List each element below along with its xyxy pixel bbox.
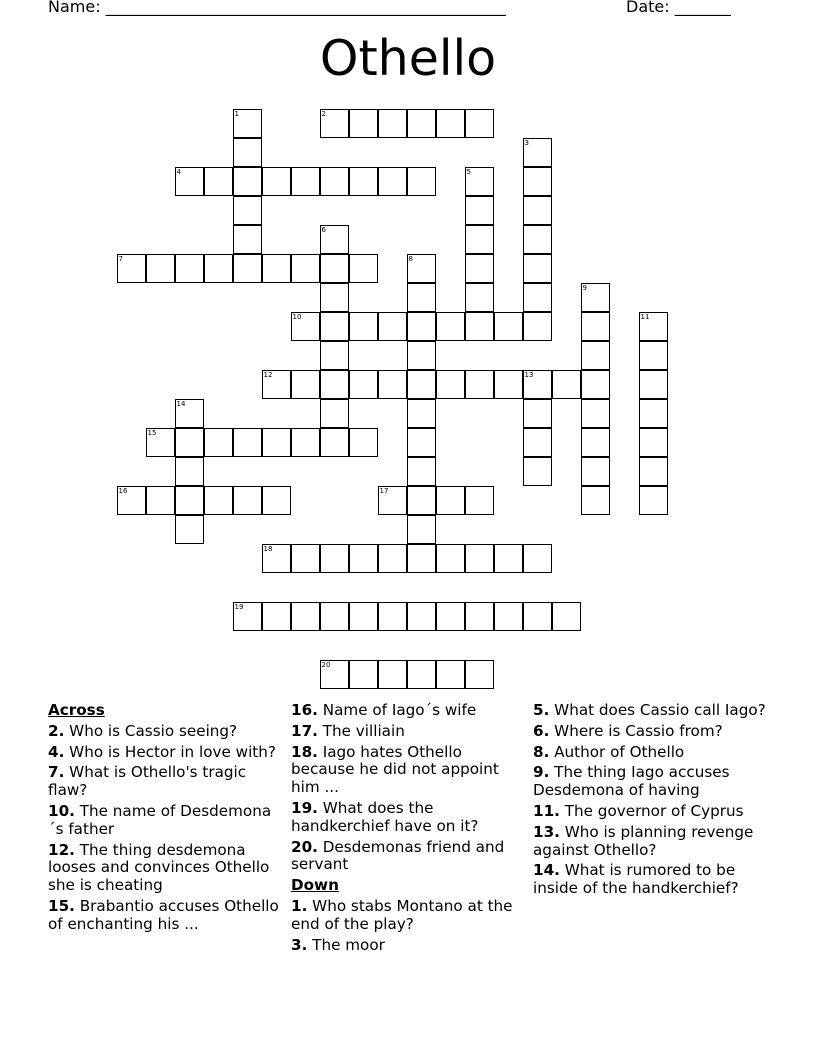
crossword-cell[interactable] [262, 602, 291, 631]
crossword-cell[interactable] [320, 428, 349, 457]
date-label: Date: [626, 0, 670, 16]
clue-item [291, 839, 521, 875]
crossword-cell[interactable] [146, 254, 175, 283]
crossword-cell[interactable] [349, 167, 378, 196]
clue-number-label: 9. [533, 763, 550, 782]
crossword-cell[interactable] [320, 544, 349, 573]
crossword-cell[interactable] [407, 515, 436, 544]
crossword-cell[interactable] [552, 370, 581, 399]
clue-list [291, 898, 521, 954]
crossword-cell[interactable] [233, 167, 262, 196]
crossword-cell[interactable] [494, 370, 523, 399]
clue-number: 16 [118, 487, 128, 495]
crossword-cell[interactable] [175, 399, 204, 428]
clues-column-2 [291, 702, 521, 957]
crossword-cell[interactable] [581, 312, 610, 341]
clue-number: 7 [118, 255, 123, 263]
clue-number-label: 18. [291, 742, 318, 761]
clue-number: 9 [582, 284, 587, 292]
crossword-cell[interactable] [494, 312, 523, 341]
crossword-cell[interactable] [378, 544, 407, 573]
crossword-cell[interactable] [523, 428, 552, 457]
crossword-cell[interactable] [146, 428, 175, 457]
crossword-cell[interactable] [581, 399, 610, 428]
clue-text: The moor [312, 935, 385, 954]
clue-text: What does Cassio call Iago? [554, 701, 766, 719]
clue-number-label: 2. [48, 721, 65, 740]
crossword-cell[interactable] [639, 399, 668, 428]
crossword-cell[interactable] [581, 428, 610, 457]
clue-item [533, 702, 773, 720]
clue-number: 4 [176, 168, 181, 176]
crossword-cell[interactable] [349, 544, 378, 573]
crossword-cell[interactable] [465, 225, 494, 254]
crossword-cell[interactable] [436, 486, 465, 515]
crossword-cell[interactable] [436, 544, 465, 573]
crossword-cell[interactable] [378, 312, 407, 341]
clues-column-3 [533, 702, 773, 901]
clue-text: Name of Iago´s wife [322, 701, 477, 719]
clue-list [48, 723, 284, 934]
clue-number-label: 7. [48, 763, 65, 782]
clue-number: 1 [234, 110, 239, 118]
clue-text: The thing Iago accuses Desdemona of having [533, 763, 730, 800]
name-label: Name: [48, 0, 101, 16]
crossword-cell[interactable] [436, 660, 465, 689]
crossword-cell[interactable] [233, 225, 262, 254]
clue-text: Where is Cassio from? [554, 721, 723, 740]
crossword-cell[interactable] [581, 370, 610, 399]
crossword-cell[interactable] [465, 196, 494, 225]
clue-item [291, 723, 521, 741]
crossword-cell[interactable] [117, 254, 146, 283]
crossword-cell[interactable] [523, 283, 552, 312]
crossword-cell[interactable] [407, 254, 436, 283]
clue-text: Who stabs Montano at the end of the play? [291, 896, 513, 933]
crossword-cell[interactable] [523, 254, 552, 283]
page-title: Othello [319, 30, 497, 87]
crossword-cell[interactable] [639, 312, 668, 341]
crossword-cell[interactable] [407, 341, 436, 370]
crossword-cell[interactable] [523, 196, 552, 225]
clue-number-label: 17. [291, 721, 318, 740]
crossword-cell[interactable] [465, 283, 494, 312]
clue-number: 19 [234, 603, 244, 611]
clue-number: 17 [379, 487, 389, 495]
crossword-cell[interactable] [581, 283, 610, 312]
crossword-cell[interactable] [523, 370, 552, 399]
clue-item [291, 800, 521, 836]
crossword-cell[interactable] [407, 544, 436, 573]
clue-number-label: 16. [291, 701, 318, 719]
crossword-cell[interactable] [378, 370, 407, 399]
clue-item [48, 723, 284, 741]
clue-text: The thing desdemona looses and convinces Othello she is cheating [48, 840, 270, 895]
crossword-cell[interactable] [465, 254, 494, 283]
clue-number-label: 20. [291, 837, 318, 856]
clue-text: What is Othello's tragic flaw? [48, 763, 247, 800]
name-line: __________________________________________________ [105, 0, 506, 16]
crossword-cell[interactable] [639, 341, 668, 370]
crossword-cell[interactable] [639, 428, 668, 457]
clue-number-label: 13. [533, 822, 560, 841]
clue-text: What is rumored to be inside of the handkerchief? [533, 861, 739, 898]
name-field [48, 0, 506, 16]
crossword-cell[interactable] [523, 225, 552, 254]
crossword-cell[interactable] [262, 428, 291, 457]
clue-number-label: 3. [291, 935, 308, 954]
crossword-cell[interactable] [523, 544, 552, 573]
clue-number: 5 [466, 168, 471, 176]
date-field [626, 0, 731, 16]
down-heading: Down [291, 876, 339, 895]
clue-number: 3 [524, 139, 529, 147]
crossword-cell[interactable] [465, 109, 494, 138]
crossword-cell[interactable] [407, 660, 436, 689]
crossword-cell[interactable] [320, 312, 349, 341]
crossword-cell[interactable] [320, 254, 349, 283]
clue-number-label: 1. [291, 896, 308, 915]
clue-text: Iago hates Othello because he did not appoint him ... [291, 742, 499, 797]
clue-number: 20 [321, 661, 331, 669]
crossword-cell[interactable] [233, 602, 262, 631]
clue-text: Who is Cassio seeing? [69, 721, 238, 740]
crossword-cell[interactable] [436, 370, 465, 399]
clue-text: What does the handkerchief have on it? [291, 798, 479, 835]
crossword-cell[interactable] [523, 457, 552, 486]
crossword-cell[interactable] [349, 109, 378, 138]
crossword-cell[interactable] [233, 428, 262, 457]
crossword-cell[interactable] [233, 109, 262, 138]
crossword-cell[interactable] [465, 602, 494, 631]
crossword-cell[interactable] [378, 109, 407, 138]
crossword-cell[interactable] [523, 399, 552, 428]
crossword-cell[interactable] [407, 486, 436, 515]
crossword-cell[interactable] [291, 254, 320, 283]
crossword-cell[interactable] [523, 602, 552, 631]
crossword-cell[interactable] [233, 138, 262, 167]
crossword-cell[interactable] [581, 457, 610, 486]
crossword-cell[interactable] [175, 486, 204, 515]
clue-item [48, 764, 284, 800]
crossword-cell[interactable] [204, 428, 233, 457]
crossword-cell[interactable] [407, 428, 436, 457]
crossword-cell[interactable] [233, 486, 262, 515]
crossword-cell[interactable] [349, 660, 378, 689]
crossword-cell[interactable] [262, 544, 291, 573]
clue-number-label: 5. [533, 701, 550, 719]
crossword-cell[interactable] [494, 544, 523, 573]
crossword-cell[interactable] [262, 486, 291, 515]
crossword-cell[interactable] [117, 486, 146, 515]
crossword-cell[interactable] [407, 312, 436, 341]
crossword-cell[interactable] [465, 486, 494, 515]
crossword-cell[interactable] [581, 341, 610, 370]
crossword-cell[interactable] [581, 486, 610, 515]
crossword-cell[interactable] [378, 486, 407, 515]
crossword-cell[interactable] [320, 167, 349, 196]
clue-number: 2 [321, 110, 326, 118]
crossword-cell[interactable] [465, 370, 494, 399]
clue-item [533, 744, 773, 762]
crossword-cell[interactable] [291, 167, 320, 196]
crossword-cell[interactable] [204, 167, 233, 196]
clue-list [533, 702, 773, 898]
crossword-cell[interactable] [349, 254, 378, 283]
clue-item [291, 898, 521, 934]
clue-item [48, 898, 284, 934]
clue-number-label: 14. [533, 861, 560, 880]
clue-list [291, 702, 521, 874]
crossword-cell[interactable] [465, 312, 494, 341]
crossword-cell[interactable] [233, 196, 262, 225]
crossword-cell[interactable] [320, 370, 349, 399]
clue-text: The villiain [322, 721, 405, 740]
clue-item [48, 744, 284, 762]
crossword-cell[interactable] [291, 602, 320, 631]
crossword-cell[interactable] [436, 312, 465, 341]
crossword-cell[interactable] [291, 544, 320, 573]
crossword-cell[interactable] [407, 167, 436, 196]
clue-item [48, 803, 284, 839]
crossword-cell[interactable] [378, 602, 407, 631]
clue-number: 11 [640, 313, 650, 321]
clue-number: 8 [408, 255, 413, 263]
crossword-cell[interactable] [378, 660, 407, 689]
crossword-cell[interactable] [320, 225, 349, 254]
crossword-cell[interactable] [465, 660, 494, 689]
crossword-cell[interactable] [407, 399, 436, 428]
clue-item [291, 702, 521, 720]
clue-number: 15 [147, 429, 157, 437]
crossword-cell[interactable] [291, 428, 320, 457]
clue-number: 6 [321, 226, 326, 234]
crossword-cell[interactable] [320, 602, 349, 631]
crossword-cell[interactable] [523, 167, 552, 196]
crossword-cell[interactable] [204, 254, 233, 283]
crossword-cell[interactable] [552, 602, 581, 631]
crossword-cell[interactable] [639, 370, 668, 399]
across-heading: Across [48, 701, 105, 719]
clue-text: Brabantio accuses Othello of enchanting his ... [48, 896, 279, 933]
crossword-cell[interactable] [639, 457, 668, 486]
clue-text: Author of Othello [554, 742, 685, 761]
clue-item [533, 723, 773, 741]
crossword-cell[interactable] [436, 109, 465, 138]
crossword-cell[interactable] [291, 370, 320, 399]
clue-number: 13 [524, 371, 534, 379]
crossword-cell[interactable] [349, 428, 378, 457]
clue-number-label: 11. [533, 801, 560, 820]
crossword-cell[interactable] [320, 109, 349, 138]
clue-number-label: 12. [48, 840, 75, 859]
crossword-cell[interactable] [175, 254, 204, 283]
clue-number: 12 [263, 371, 273, 379]
crossword-cell[interactable] [494, 602, 523, 631]
clue-number: 10 [292, 313, 302, 321]
crossword-cell[interactable] [233, 254, 262, 283]
clue-number-label: 8. [533, 742, 550, 761]
crossword-cell[interactable] [523, 312, 552, 341]
crossword-cell[interactable] [349, 312, 378, 341]
clue-item [533, 803, 773, 821]
clue-item [533, 824, 773, 860]
crossword-cell[interactable] [320, 341, 349, 370]
clue-number: 18 [263, 545, 273, 553]
clues-column-1 [48, 702, 284, 937]
clue-item [291, 744, 521, 797]
crossword-cell[interactable] [407, 457, 436, 486]
crossword-cell[interactable] [262, 167, 291, 196]
crossword-cell[interactable] [349, 370, 378, 399]
crossword-cell[interactable] [407, 602, 436, 631]
clue-item [291, 937, 521, 955]
clue-number-label: 10. [48, 801, 75, 820]
clue-text: Desdemonas friend and servant [291, 837, 505, 874]
crossword-cell[interactable] [146, 486, 175, 515]
crossword-cell[interactable] [320, 283, 349, 312]
clue-number-label: 19. [291, 798, 318, 817]
crossword-cell[interactable] [407, 283, 436, 312]
clue-item [533, 862, 773, 898]
clue-number-label: 6. [533, 721, 550, 740]
crossword-cell[interactable] [523, 138, 552, 167]
crossword-cell[interactable] [407, 370, 436, 399]
clue-text: The governor of Cyprus [564, 801, 744, 820]
clue-text: Who is Hector in love with? [69, 742, 276, 761]
crossword-cell[interactable] [436, 602, 465, 631]
crossword-cell[interactable] [175, 428, 204, 457]
crossword-cell[interactable] [465, 544, 494, 573]
crossword-cell[interactable] [320, 660, 349, 689]
crossword-cell[interactable] [320, 399, 349, 428]
crossword-cell[interactable] [378, 167, 407, 196]
crossword-cell[interactable] [175, 515, 204, 544]
crossword-cell[interactable] [465, 167, 494, 196]
crossword-cell[interactable] [204, 486, 233, 515]
clue-text: The name of Desdemona´s father [48, 801, 272, 838]
crossword-cell[interactable] [639, 486, 668, 515]
clue-item [533, 764, 773, 800]
crossword-cell[interactable] [262, 370, 291, 399]
clue-item [48, 842, 284, 895]
crossword-cell[interactable] [175, 167, 204, 196]
crossword-cell[interactable] [175, 457, 204, 486]
clue-number-label: 4. [48, 742, 65, 761]
crossword-cell[interactable] [291, 312, 320, 341]
crossword-cell[interactable] [407, 109, 436, 138]
crossword-cell[interactable] [349, 602, 378, 631]
clue-text: Who is planning revenge against Othello? [533, 822, 754, 859]
crossword-cell[interactable] [262, 254, 291, 283]
clue-number-label: 15. [48, 896, 75, 915]
date-line: _______ [674, 0, 731, 16]
clue-number: 14 [176, 400, 186, 408]
